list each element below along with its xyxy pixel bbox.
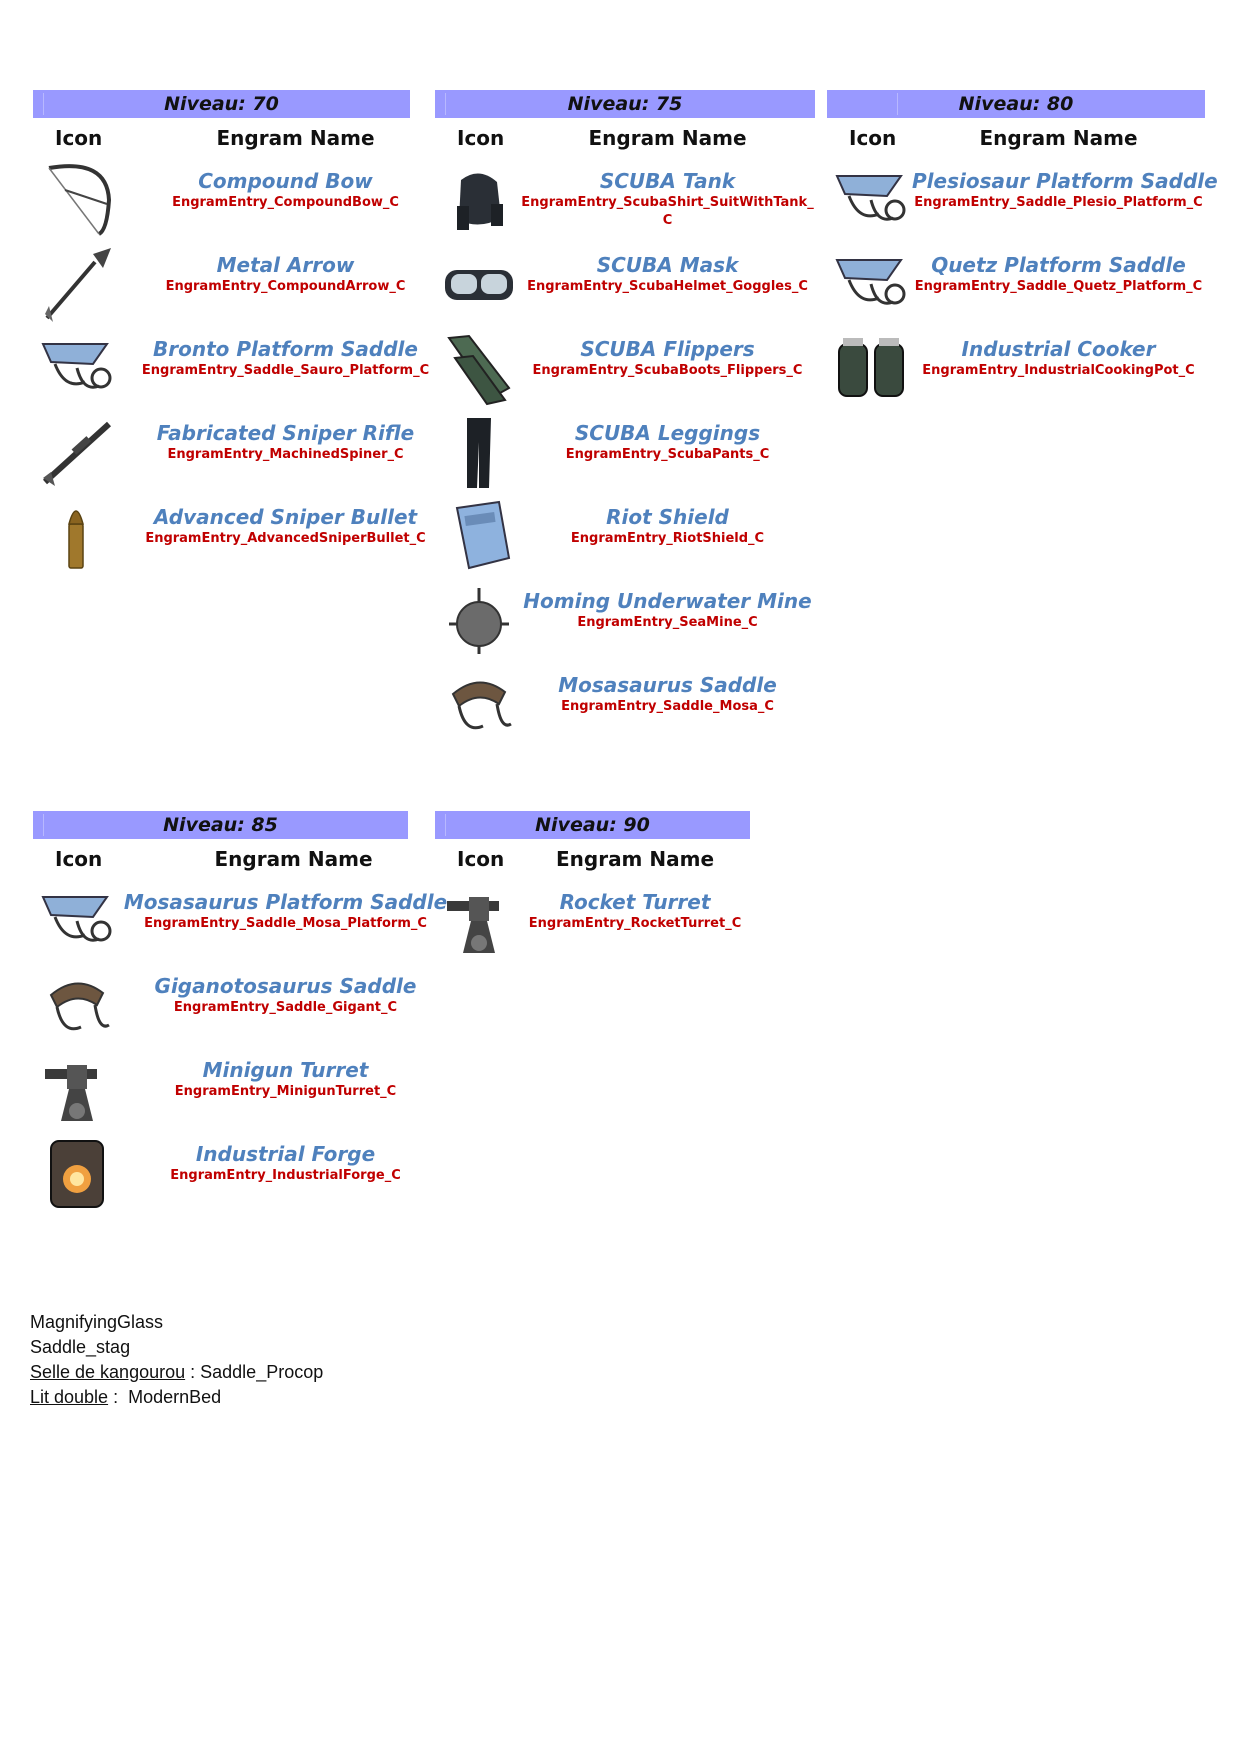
engram-names — [520, 168, 815, 230]
engram-names — [520, 336, 815, 380]
column-headers — [435, 118, 815, 158]
engram-row — [435, 578, 815, 662]
icon-column-header: Icon — [457, 126, 505, 150]
level-header: Niveau: 75 — [435, 90, 815, 118]
engram-display-name: Mosasaurus Platform Saddle — [123, 890, 448, 914]
note-separator: : — [185, 1362, 201, 1382]
engram-names — [912, 336, 1205, 380]
engram-internal-name: EngramEntry_MachinedSpiner_C — [167, 447, 404, 462]
icon-column-header: Icon — [55, 847, 103, 871]
industrial-forge-icon — [37, 1133, 117, 1213]
note-line: MagnifyingGlass — [30, 1312, 164, 1332]
metal-arrow-icon — [37, 244, 117, 324]
engram-name-column-header: Engram Name — [216, 126, 375, 150]
engram-internal-name: EngramEntry_ScubaBoots_Flippers_C — [532, 363, 803, 378]
engram-row — [33, 158, 410, 242]
note-line — [30, 1385, 323, 1410]
engram-internal-name: EngramEntry_ScubaShirt_SuitWithTank_C — [521, 195, 814, 228]
engram-row — [33, 326, 430, 410]
bullet-icon — [37, 496, 117, 576]
engram-name-column-header: Engram Name — [979, 126, 1138, 150]
engram-row — [435, 662, 815, 746]
engram-internal-name: EngramEntry_Saddle_Plesio_Platform_C — [914, 195, 1203, 210]
platform-saddle-icon — [37, 328, 117, 408]
note-line — [30, 1360, 323, 1385]
engram-internal-name: EngramEntry_IndustrialForge_C — [170, 1168, 401, 1183]
level-block-85 — [33, 811, 448, 1215]
level-header: Niveau: 80 — [827, 90, 1205, 118]
icon-column-header: Icon — [55, 126, 103, 150]
engram-internal-name: EngramEntry_Saddle_Mosa_C — [561, 699, 774, 714]
engram-row — [33, 1047, 408, 1131]
turret-icon — [439, 881, 519, 961]
turret-icon — [37, 1049, 117, 1129]
saddle-icon — [439, 664, 519, 744]
engram-display-name: Minigun Turret — [202, 1058, 369, 1082]
engram-display-name: Quetz Platform Saddle — [931, 253, 1186, 277]
level-block-90 — [435, 811, 750, 963]
engram-row — [827, 242, 1205, 326]
engram-internal-name: EngramEntry_IndustrialCookingPot_C — [922, 363, 1195, 378]
icon-column-header: Icon — [849, 126, 897, 150]
engram-internal-name: EngramEntry_RiotShield_C — [570, 531, 765, 546]
engram-row — [435, 410, 815, 494]
engram-internal-name: EngramEntry_Saddle_Quetz_Platform_C — [914, 279, 1203, 294]
engram-display-name: SCUBA Tank — [599, 169, 736, 193]
column-headers — [33, 118, 410, 158]
level-block-80 — [827, 90, 1218, 410]
engram-names — [520, 889, 750, 933]
engram-internal-name: EngramEntry_Saddle_Gigant_C — [173, 1000, 398, 1015]
engram-display-name: Compound Bow — [198, 169, 373, 193]
note-separator: : — [108, 1387, 129, 1407]
engram-internal-name: EngramEntry_CompoundBow_C — [172, 195, 399, 210]
engram-names — [113, 889, 458, 933]
sea-mine-icon — [439, 580, 519, 660]
engram-display-name: Advanced Sniper Bullet — [153, 505, 418, 529]
level-header: Niveau: 85 — [33, 811, 408, 839]
platform-saddle-icon — [831, 160, 911, 240]
engram-internal-name: EngramEntry_RocketTurret_C — [528, 916, 742, 931]
engram-row — [33, 410, 415, 494]
sniper-rifle-icon — [37, 412, 117, 492]
engram-name-column-header: Engram Name — [214, 847, 373, 871]
engram-names — [113, 1057, 458, 1101]
level-block-70 — [33, 90, 430, 578]
engram-display-name: Fabricated Sniper Rifle — [156, 421, 415, 445]
engram-row — [33, 242, 410, 326]
engram-row — [33, 963, 417, 1047]
engram-display-name: SCUBA Mask — [596, 253, 739, 277]
note-label: Selle de kangourou — [30, 1362, 186, 1382]
engram-display-name: SCUBA Flippers — [580, 337, 755, 361]
engram-internal-name: EngramEntry_Saddle_Mosa_Platform_C — [144, 916, 427, 931]
engram-names — [912, 168, 1218, 212]
engram-internal-name: EngramEntry_ScubaHelmet_Goggles_C — [527, 279, 808, 294]
engram-display-name: Industrial Cooker — [961, 337, 1156, 361]
riot-shield-icon — [439, 496, 519, 576]
note-line: Saddle_stag — [30, 1337, 131, 1357]
engram-display-name: Industrial Forge — [195, 1142, 376, 1166]
engram-names — [113, 168, 458, 212]
level-header: Niveau: 90 — [435, 811, 750, 839]
engram-names — [520, 588, 815, 632]
engram-names — [520, 504, 815, 548]
platform-saddle-icon — [831, 244, 911, 324]
engram-row — [33, 1131, 408, 1215]
column-headers — [435, 839, 750, 879]
column-headers — [33, 839, 408, 879]
engram-row — [33, 494, 426, 578]
engram-names — [113, 973, 458, 1017]
engram-row — [435, 242, 815, 326]
icon-column-header: Icon — [457, 847, 505, 871]
note-value: Saddle_Procop — [200, 1362, 324, 1382]
engram-display-name: Plesiosaur Platform Saddle — [912, 169, 1218, 193]
engram-name-column-header: Engram Name — [555, 847, 715, 871]
scuba-mask-icon — [439, 244, 519, 324]
engram-display-name: Riot Shield — [606, 505, 729, 529]
engram-display-name: SCUBA Leggings — [574, 421, 761, 445]
platform-saddle-icon — [37, 881, 117, 961]
engram-display-name: Bronto Platform Saddle — [153, 337, 418, 361]
engram-names — [113, 252, 458, 296]
engram-names — [912, 252, 1205, 296]
engram-row — [435, 158, 815, 242]
engram-internal-name: EngramEntry_SeaMine_C — [577, 615, 758, 630]
engram-display-name: Metal Arrow — [216, 253, 355, 277]
engram-row — [435, 879, 750, 963]
engram-display-name: Mosasaurus Saddle — [558, 673, 777, 697]
engram-internal-name: EngramEntry_Saddle_Sauro_Platform_C — [141, 363, 430, 378]
scuba-leggings-icon — [439, 412, 519, 492]
note-value: ModernBed — [128, 1387, 222, 1407]
engram-internal-name: EngramEntry_MinigunTurret_C — [174, 1084, 397, 1099]
engram-name-column-header: Engram Name — [588, 126, 747, 150]
engram-internal-name: EngramEntry_AdvancedSniperBullet_C — [145, 531, 426, 546]
engram-row — [33, 879, 448, 963]
engram-internal-name: EngramEntry_ScubaPants_C — [565, 447, 770, 462]
engram-display-name: Giganotosaurus Saddle — [154, 974, 417, 998]
saddle-icon — [37, 965, 117, 1045]
compound-bow-icon — [37, 160, 117, 240]
engram-names — [113, 420, 458, 464]
engram-row — [827, 326, 1205, 410]
engram-row — [435, 494, 815, 578]
engram-names — [113, 504, 458, 548]
engram-names — [113, 336, 458, 380]
engram-row — [435, 326, 815, 410]
engram-internal-name: EngramEntry_CompoundArrow_C — [165, 279, 406, 294]
scuba-flippers-icon — [439, 328, 519, 408]
column-headers — [827, 118, 1205, 158]
engram-names — [520, 672, 815, 716]
engram-row — [827, 158, 1218, 242]
engram-names — [520, 252, 815, 296]
engram-display-name: Homing Underwater Mine — [523, 589, 812, 613]
engram-display-name: Rocket Turret — [559, 890, 711, 914]
industrial-cooker-icon — [831, 328, 911, 408]
level-block-75 — [435, 90, 815, 746]
engram-names — [113, 1141, 458, 1185]
notes — [30, 1310, 323, 1410]
level-header: Niveau: 70 — [33, 90, 410, 118]
engram-names — [520, 420, 815, 464]
scuba-tank-icon — [439, 160, 519, 240]
note-label: Lit double — [30, 1387, 109, 1407]
